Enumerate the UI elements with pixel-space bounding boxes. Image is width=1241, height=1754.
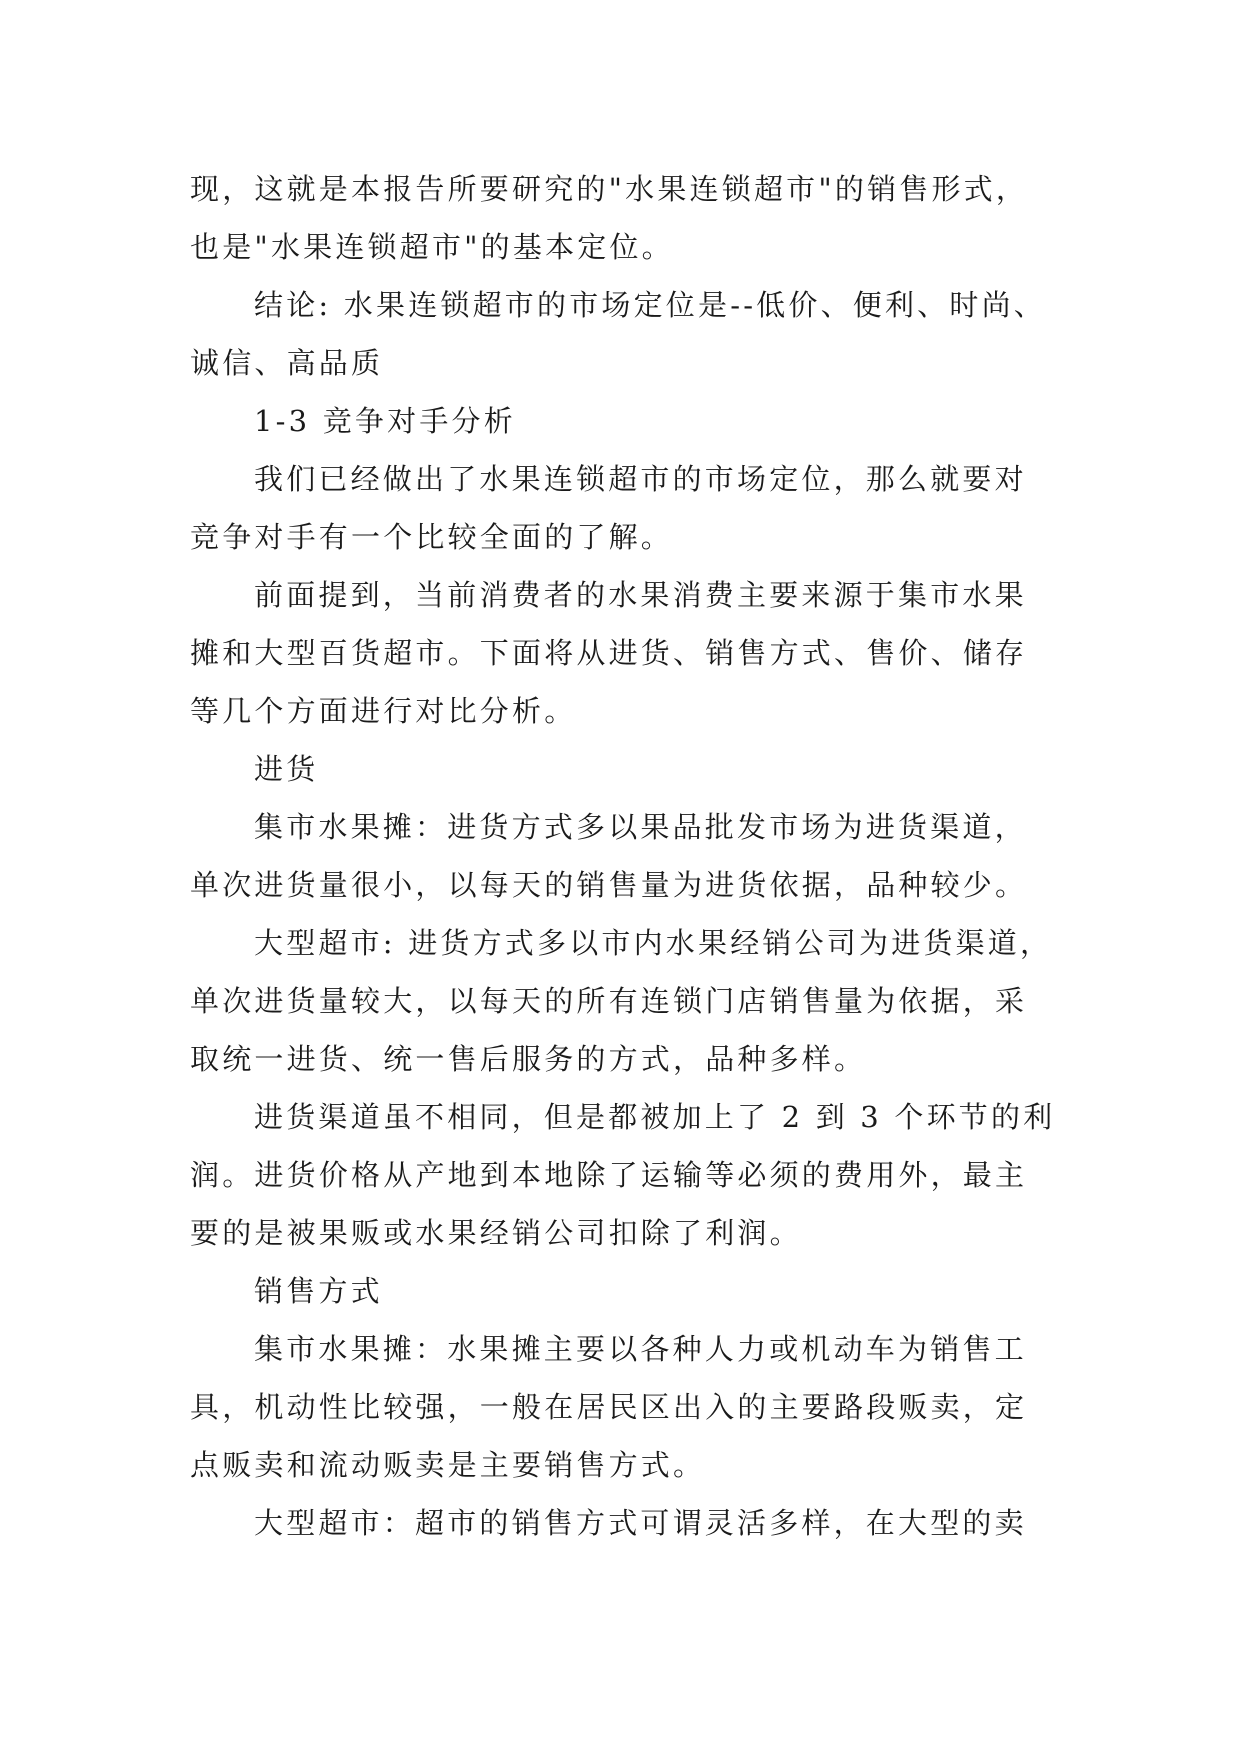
text-line: 结论: 水果连锁超市的市场定位是--低价、便利、时尚、 [254,288,1046,322]
text-line: 要的是被果贩或水果经销公司扣除了利润。 [190,1216,802,1250]
text-line: 等几个方面进行对比分析。 [190,694,577,728]
text-line: 具，机动性比较强，一般在居民区出入的主要路段贩卖，定 [190,1390,1028,1424]
text-line: 现，这就是本报告所要研究的"水果连锁超市"的销售形式， [190,172,1029,206]
text-line: 单次进货量很小，以每天的销售量为进货依据，品种较少。 [190,868,1028,902]
text-line: 也是"水果连锁超市"的基本定位。 [190,230,674,264]
text-line: 我们已经做出了水果连锁超市的市场定位，那么就要对 [254,462,1027,496]
subheading-jinhuo: 进货 [254,752,319,786]
text-line: 集市水果摊：水果摊主要以各种人力或机动车为销售工 [254,1332,1027,1366]
text-line: 集市水果摊：进货方式多以果品批发市场为进货渠道， [254,810,1027,844]
text-line: 竞争对手有一个比较全面的了解。 [190,520,674,554]
text-line: 大型超市: 进货方式多以市内水果经销公司为进货渠道， [254,926,1053,960]
text-line: 取统一进货、统一售后服务的方式，品种多样。 [190,1042,867,1076]
section-heading: 1-3 竞争对手分析 [254,404,516,438]
text-line: 单次进货量较大，以每天的所有连锁门店销售量为依据，采 [190,984,1028,1018]
text-line: 诚信、高品质 [190,346,384,380]
body-text [190,160,1070,1552]
text-line: 大型超市：超市的销售方式可谓灵活多样，在大型的卖 [254,1506,1027,1540]
text-line: 前面提到，当前消费者的水果消费主要来源于集市水果 [254,578,1027,612]
text-line: 点贩卖和流动贩卖是主要销售方式。 [190,1448,706,1482]
subheading-xiaoshou: 销售方式 [254,1274,383,1308]
text-line: 摊和大型百货超市。下面将从进货、销售方式、售价、储存 [190,636,1028,670]
text-line: 进货渠道虽不相同，但是都被加上了 2 到 3 个环节的利 [254,1100,1056,1134]
text-line: 润。进货价格从产地到本地除了运输等必须的费用外，最主 [190,1158,1028,1192]
